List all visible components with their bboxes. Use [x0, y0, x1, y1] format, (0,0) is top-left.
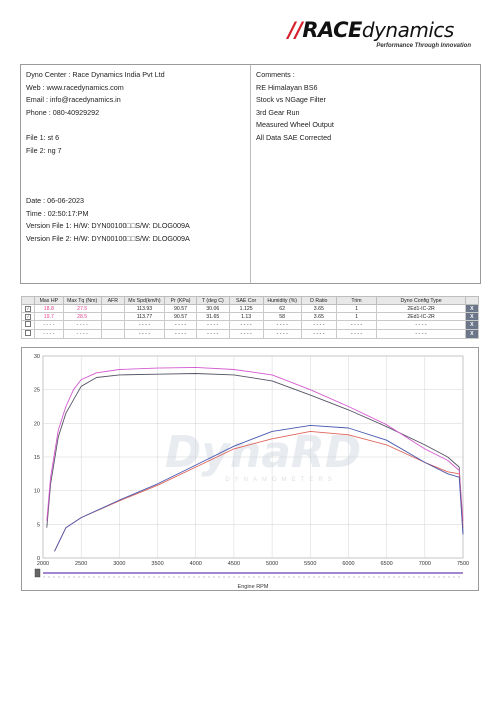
table-row — [22, 305, 479, 313]
y-tick-label: 20 — [33, 421, 40, 428]
info-right-line: 3rd Gear Run — [256, 107, 300, 117]
table-cell-trim: 1 — [336, 305, 376, 313]
info-right-line: All Data SAE Corrected — [256, 132, 332, 142]
y-tick-label: 10 — [33, 488, 40, 495]
table-cell-mx-spd: - - - - — [124, 321, 164, 330]
table-header-cell: Mx Spd(km/h) — [124, 297, 164, 305]
info-left-line: File 2: ng 7 — [26, 145, 62, 155]
table-cell-dratio: 3.65 — [301, 313, 336, 321]
table-header-cell: Trim — [336, 297, 376, 305]
table-header-cell: SAE Cor — [229, 297, 263, 305]
table-cell-dratio: 3.65 — [301, 305, 336, 313]
table-cell-max-hp: - - - - — [35, 321, 63, 330]
logo-tagline: Performance Through Innovation — [376, 43, 471, 49]
table-cell-trim: - - - - — [336, 330, 376, 339]
table-cell-max-hp: 18.8 — [35, 305, 63, 313]
logo-slash-icon: // — [288, 18, 303, 42]
remove-row-button[interactable]: X — [465, 321, 478, 330]
table-cell-mx-spd: 113.93 — [124, 305, 164, 313]
x-tick-label: 6500 — [380, 561, 393, 567]
table-cell-config: 2Ed1-IC-2R — [377, 313, 466, 321]
y-tick-label: 5 — [36, 522, 40, 529]
info-right-line: Stock vs NGage Filter — [256, 95, 326, 105]
info-left-line: Version File 2: H/W: DYN00100□□S/W: DLOG009A — [26, 233, 190, 243]
x-tick-label: 3500 — [151, 561, 164, 567]
row-checkbox[interactable] — [25, 330, 31, 336]
table-cell-t: 30.06 — [196, 305, 229, 313]
y-tick-label: 15 — [33, 455, 40, 461]
table-cell-max-hp: - - - - — [35, 330, 63, 339]
x-tick-label: 6000 — [342, 561, 355, 567]
table-cell-max-tq: 27.5 — [63, 305, 101, 313]
info-left-line: Time : 02:50:17:PM — [26, 208, 89, 218]
info-right-column — [256, 69, 476, 145]
table-row — [22, 321, 479, 330]
info-left-line: Email : info@racedynamics.in — [26, 95, 121, 105]
info-left-line: Date : 06-06-2023 — [26, 195, 84, 205]
table-cell-trim: - - - - — [336, 321, 376, 330]
info-left-column — [26, 69, 246, 245]
table-cell-pr: - - - - — [165, 321, 197, 330]
info-left-line: Dyno Center : Race Dynamics India Pvt Ltd — [26, 70, 165, 79]
table-cell-mx-spd: - - - - — [124, 330, 164, 339]
table-cell-max-tq: - - - - — [63, 321, 101, 330]
table-header-cell: Max Tq (Nm) — [63, 297, 101, 305]
table-cell-max-hp: 19.7 — [35, 313, 63, 321]
info-left-line: Phone : 080-40929292 — [26, 107, 100, 117]
y-tick-label: 30 — [33, 354, 40, 360]
table-header-row — [22, 297, 479, 305]
table-cell-config: 2Ed1-IC-2R — [377, 305, 466, 313]
watermark-text: DynaRD — [164, 427, 362, 478]
row-checkbox[interactable] — [25, 321, 31, 327]
table-cell-t: - - - - — [196, 321, 229, 330]
row-checkbox[interactable]: ✓ — [26, 313, 30, 319]
table-cell-afr — [101, 330, 124, 339]
table-row — [22, 313, 479, 321]
range-slider-handle[interactable] — [35, 569, 40, 577]
table-header-cell: D Ratio — [301, 297, 336, 305]
table-cell-max-tq: 28.5 — [63, 313, 101, 321]
table-cell-sae: - - - - — [229, 321, 263, 330]
table-cell-humidity: 58 — [263, 313, 301, 321]
logo-race: RACE — [302, 18, 362, 42]
table-cell-sae: - - - - — [229, 330, 263, 339]
info-left-line: File 1: st 6 — [26, 132, 60, 142]
table-cell-afr — [101, 321, 124, 330]
y-tick-label: 0 — [36, 556, 40, 562]
x-tick-label: 3000 — [113, 561, 126, 567]
info-right-line: Comments : — [256, 70, 295, 79]
table-header-cell: AFR — [101, 297, 124, 305]
row-checkbox-cell[interactable] — [22, 330, 35, 339]
table-cell-t: - - - - — [196, 330, 229, 339]
watermark-subtext: DYNAMOMETERS — [225, 477, 337, 483]
info-right-line: Measured Wheel Output — [256, 120, 334, 130]
y-tick-label: 25 — [33, 387, 40, 394]
table-header-cell — [465, 297, 478, 305]
table-cell-dratio: - - - - — [301, 321, 336, 330]
table-cell-trim: 1 — [336, 313, 376, 321]
info-left-line — [26, 119, 246, 132]
row-checkbox[interactable]: ✓ — [26, 305, 30, 311]
table-cell-humidity: - - - - — [263, 330, 301, 339]
x-tick-label: 7000 — [418, 561, 431, 567]
info-divider — [250, 65, 251, 283]
remove-row-button[interactable]: X — [465, 313, 478, 321]
table-cell-mx-spd: 113.77 — [124, 313, 164, 321]
remove-row-button[interactable]: X — [465, 305, 478, 313]
row-checkbox-cell[interactable] — [22, 321, 35, 330]
table-header-cell: Humidity (%) — [263, 297, 301, 305]
table-cell-t: 31.65 — [196, 313, 229, 321]
dyno-info-panel — [20, 64, 481, 284]
x-tick-label: 5500 — [304, 561, 317, 567]
x-tick-label: 4500 — [227, 561, 241, 567]
row-checkbox-cell[interactable] — [22, 305, 35, 313]
info-left-line: Version File 1: H/W: DYN00100□□S/W: DLOG009A — [26, 221, 190, 231]
x-tick-label: 7500 — [456, 561, 470, 567]
table-cell-afr — [101, 305, 124, 313]
logo-wordmark — [288, 18, 454, 42]
table-cell-humidity: 62 — [263, 305, 301, 313]
table-cell-sae: 1.13 — [229, 313, 263, 321]
table-cell-pr: 90.57 — [165, 305, 197, 313]
table-header-cell: Max HP — [35, 297, 63, 305]
info-left-line — [26, 157, 246, 170]
table-header-cell: T (deg C) — [196, 297, 229, 305]
table-body — [22, 305, 479, 339]
results-table — [21, 296, 479, 339]
table-cell-pr: 90.57 — [165, 313, 197, 321]
remove-row-button[interactable]: X — [465, 330, 478, 339]
table-cell-afr — [101, 313, 124, 321]
info-left-line — [26, 170, 246, 183]
row-checkbox-cell[interactable] — [22, 313, 35, 321]
dyno-chart — [21, 347, 479, 591]
x-tick-label: 2500 — [75, 561, 88, 567]
table-cell-config: - - - - — [377, 321, 466, 330]
table-header-cell — [22, 297, 35, 305]
logo-dynamics: dynamics — [361, 18, 454, 42]
info-left-line — [26, 182, 246, 195]
table-cell-humidity: - - - - — [263, 321, 301, 330]
table-header-cell: Pr (KPa) — [165, 297, 197, 305]
info-left-line: Web : www.racedynamics.com — [26, 82, 124, 92]
brand-logo — [288, 18, 483, 56]
table-cell-sae: 1.125 — [229, 305, 263, 313]
table-cell-max-tq: - - - - — [63, 330, 101, 339]
table-header-cell: Dyno Config Type — [377, 297, 466, 305]
table-row — [22, 330, 479, 339]
table-cell-dratio: - - - - — [301, 330, 336, 339]
table-cell-config: - - - - — [377, 330, 466, 339]
x-axis-label: Engine RPM — [237, 584, 269, 590]
info-right-line: RE Himalayan BS6 — [256, 82, 318, 92]
x-tick-label: 4000 — [189, 561, 202, 567]
table-cell-pr: - - - - — [165, 330, 197, 339]
x-tick-label: 2000 — [36, 561, 50, 567]
x-tick-label: 5000 — [265, 561, 279, 567]
